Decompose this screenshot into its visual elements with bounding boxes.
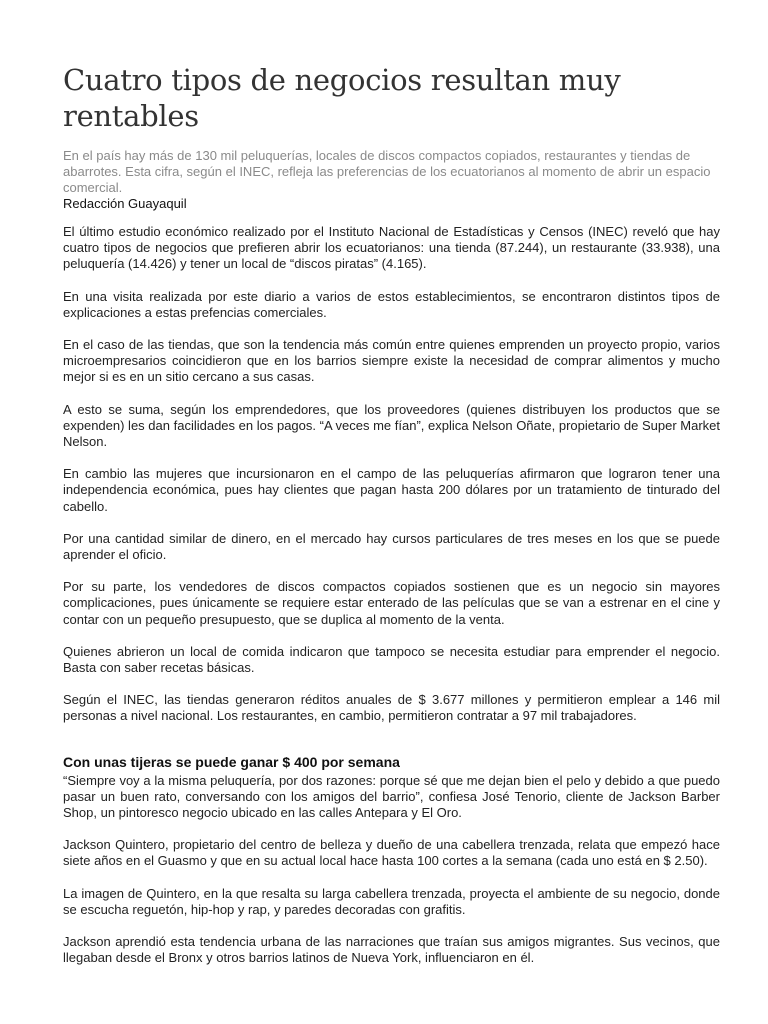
section-heading: Con unas tijeras se puede ganar $ 400 por semana: [63, 753, 400, 770]
paragraph: El último estudio económico realizado por el Instituto Nacional de Estadísticas y Censos (INEC) reveló que hay cuatro tipos de negocios que prefieren abrir los ecuatorianos: una tienda (87.244), un restaurante (33.938), una peluquería (14.426) y tener un local de “discos piratas” (4.165).: [63, 224, 720, 272]
paragraph: Según el INEC, las tiendas generaron réditos anuales de $ 3.677 millones y permitieron emplear a 146 mil personas a nivel nacional. Los restaurantes, en cambio, permitieron contratar a 97 mil trabajadores.: [63, 692, 720, 724]
article-title: Cuatro tipos de negocios resultan muy rentables: [63, 63, 621, 133]
paragraph: Quienes abrieron un local de comida indicaron que tampoco se necesita estudiar para emprender el negocio. Basta con saber recetas básicas.: [63, 643, 720, 676]
paragraph: Por su parte, los vendedores de discos compactos copiados sostienen que es un negocio sin mayores complicaciones, pues únicamente se requiere estar enterado de las películas que se van a estrenar en el cine y contar con un pequeño presupuesto, que se duplica al momento de la venta.: [63, 579, 720, 627]
paragraph: En el caso de las tiendas, que son la tendencia más común entre quienes emprenden un proyecto propio, varios microempresarios coincidieron que en los barrios siempre existe la necesidad de comprar alimentos y mucho mejor si es en un sitio cercano a sus casas.: [63, 337, 720, 385]
paragraph: Jackson aprendió esta tendencia urbana de las narraciones que traían sus amigos migrantes. Sus vecinos, que llegaban desde el Bronx y otros barrios latinos de Nueva York, influenciaron en él.: [63, 934, 720, 966]
section-body: [63, 773, 720, 967]
paragraph: La imagen de Quintero, en la que resalta su larga cabellera trenzada, proyecta el ambiente de su negocio, donde se escucha reguetón, hip-hop y rap, y paredes decoradas con grafitis.: [63, 885, 720, 917]
article-lead: En el país hay más de 130 mil peluquerías, locales de discos compactos copiados, restaurantes y tiendas de abarrotes. Esta cifra, según el INEC, refleja las preferencias de los ecuatorianos al momento de abrir un espacio comercial.: [63, 148, 711, 195]
paragraph: En cambio las mujeres que incursionaron en el campo de las peluquerías afirmaron que lograron tener una independencia económica, pues hay clientes que pagan hasta 200 dólares por un tratamiento de tinturado del cabello.: [63, 466, 720, 514]
article: [63, 62, 720, 983]
article-byline: Redacción Guayaquil: [63, 196, 187, 211]
article-body: [63, 224, 720, 725]
paragraph: Por una cantidad similar de dinero, en el mercado hay cursos particulares de tres meses en los que se puede aprender el oficio.: [63, 530, 720, 563]
paragraph: “Siempre voy a la misma peluquería, por dos razones: porque sé que me dejan bien el pelo y debido a que puedo pasar un buen rato, conversando con los amigos del barrio”, confiesa José Tenorio, cliente de Jackson Barber Shop, un pintoresco negocio ubicado en las calles Antepara y El Oro.: [63, 772, 720, 821]
paragraph: Jackson Quintero, propietario del centro de belleza y dueño de una cabellera trenzada, relata que empezó hace siete años en el Guasmo y que en su actual local hace hasta 100 cortes a la semana (cada uno está en $ 2.50).: [63, 837, 720, 869]
paragraph: En una visita realizada por este diario a varios de estos establecimientos, se encontraron distintos tipos de explicaciones a estas prefencias comerciales.: [63, 288, 720, 320]
paragraph: A esto se suma, según los emprendedores, que los proveedores (quienes distribuyen los productos que se expenden) les dan facilidades en los pagos. “A veces me fían”, explica Nelson Oñate, propietario de Super Market Nelson.: [63, 401, 720, 450]
